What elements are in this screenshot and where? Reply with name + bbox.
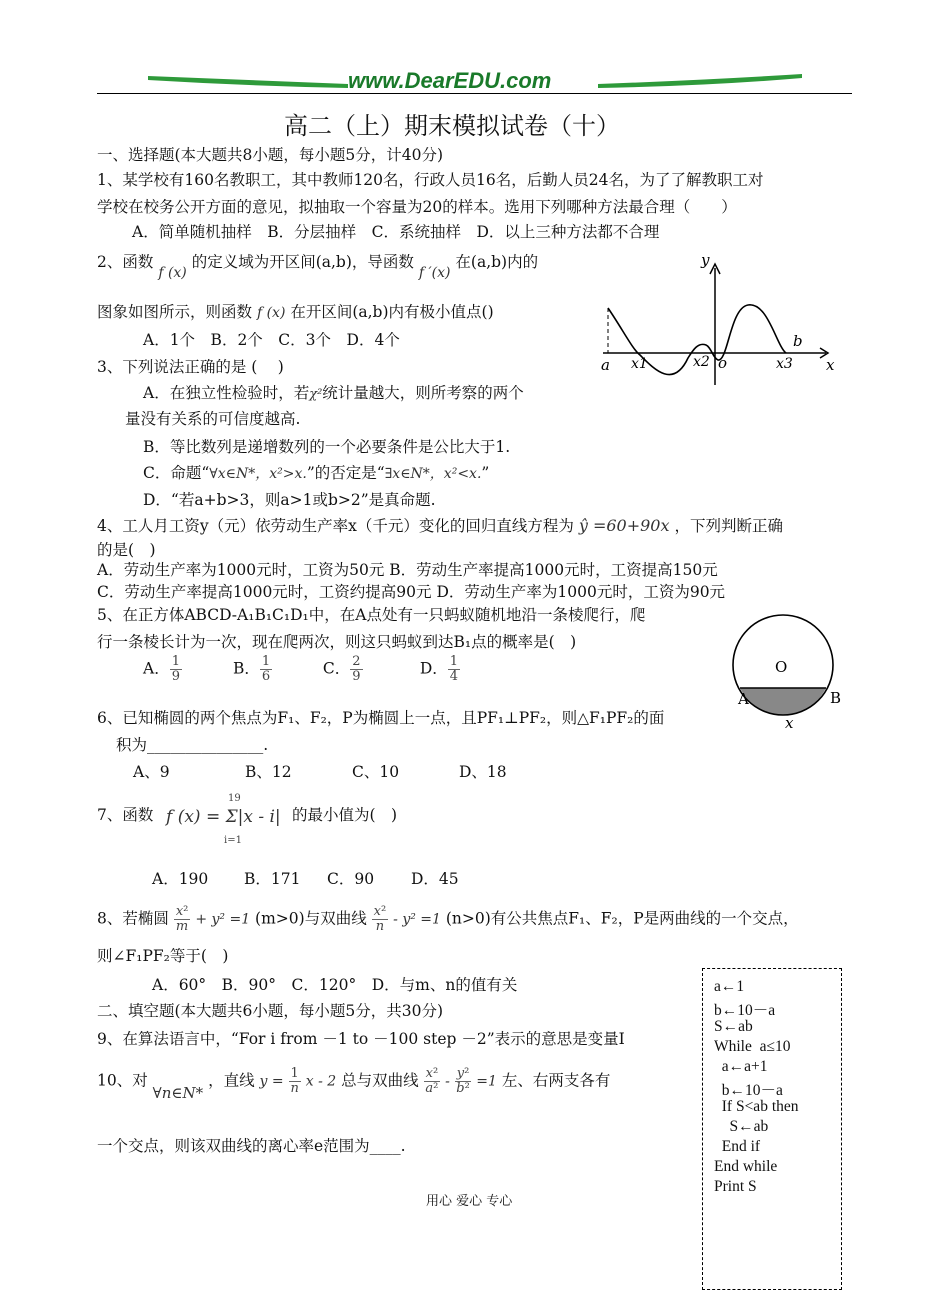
q8-options: A．60° B．90° C．120° D．与m、n的值有关 — [152, 976, 518, 994]
q4-text-b: ，下列判断正确 — [674, 517, 783, 535]
q6-opt-c: C、10 — [352, 763, 400, 781]
q10-forall: ∀n∈N* — [152, 1083, 204, 1102]
q2-text-c: 在(a,b)内的 — [455, 253, 539, 271]
q1-line2: 学校在校务公开方面的意见，拟抽取一个容量为20的样本。选用下列哪种方法最合理（ ） — [97, 198, 737, 216]
q3-chi: χ² — [309, 387, 323, 402]
q10-text-c: 总与双曲线 — [341, 1071, 419, 1090]
q3-c-math-1: ∀x∈N*，x²>x. — [209, 466, 307, 482]
section-choice-heading: 一、选择题(本大题共8小题，每小题5分，计40分) — [97, 146, 444, 164]
q4-text-a: 4、工人月工资y（元）依劳动生产率x（千元）变化的回归直线方程为 — [97, 517, 574, 535]
q2-text-a: 2、函数 — [97, 253, 154, 271]
q7-opt-a: A．190 — [152, 870, 209, 888]
q5-line2: 行一条棱长计为一次，现在爬两次，则这只蚂蚁到达B₁点的概率是( ) — [97, 633, 577, 651]
circle-x-label: x — [785, 714, 794, 732]
q8-text-c: (n>0)有公共焦点F₁、F₂，P是两曲线的一个交点， — [445, 909, 799, 928]
logo-text: www.DearEDU.com — [348, 68, 552, 93]
q4-line3: A．劳动生产率为1000元时，工资为50元 B．劳动生产率提高1000元时，工资提高150元 — [97, 561, 718, 579]
q10-hyp-frac-x: $\frac{\text{x²}}{\text{a²}}$ — [425, 1066, 439, 1096]
circle-figure — [732, 608, 847, 733]
q1-options: A．简单随机抽样 B．分层抽样 C．系统抽样 D．以上三种方法都不合理 — [132, 223, 660, 241]
q10-text-b: ，直线 — [208, 1071, 255, 1090]
q4-line2: 的是( ) — [97, 541, 156, 559]
q2-fx: f (x) — [158, 265, 187, 281]
q9-line: 9、在算法语言中，“For i from －1 to －100 step －2”表示的意思是变量I — [97, 1030, 625, 1048]
q6-opt-a: A、9 — [133, 763, 170, 781]
section-fill-heading: 二、填空题(本大题共6小题，每小题5分，共30分) — [97, 1002, 444, 1020]
q4-line4: C．劳动生产率提高1000元时，工资约提高90元 D．劳动生产率为1000元时，工资为90元 — [97, 583, 726, 601]
algo-line-4: While a≤10 — [714, 1038, 791, 1055]
q3-a-text: A．在独立性检验时，若 — [143, 384, 310, 402]
q2-fprime: f ′(x) — [418, 265, 451, 281]
algorithm-box — [702, 968, 842, 1290]
q6-line2: 积为_______________. — [116, 736, 269, 754]
q1-line1: 1、某学校有160名教职工，其中教师120名，行政人员16名，后勤人员24名，为了了解教职工对 — [97, 171, 764, 189]
q5-options — [143, 655, 505, 684]
q3-optC — [143, 461, 489, 483]
q10-text-d: 左、右两支各有 — [501, 1071, 611, 1090]
q3-optA-line2: 量没有关系的可信度越高. — [125, 410, 301, 428]
q3-c-text-1: C．命题“ — [143, 464, 210, 482]
q10-hyp-frac-y: $\frac{\text{y²}}{\text{b²}}$ — [456, 1066, 470, 1096]
q8-line2: 则∠F₁PF₂等于( ) — [97, 947, 229, 965]
algo-line-2: b←10－a — [714, 1002, 776, 1019]
algo-line-9: End if — [714, 1138, 761, 1155]
q7-text-a: 7、函数 — [97, 806, 154, 824]
q6-opt-b: B、12 — [245, 763, 292, 781]
q7-line — [97, 803, 153, 825]
q7-text-b: 的最小值为( ) — [292, 806, 398, 824]
q3-a-text-2: 统计量越大，则所考察的两个 — [322, 384, 524, 402]
q7-options — [152, 867, 459, 889]
circle-b-label: B — [830, 689, 842, 707]
algo-line-5: a←a+1 — [714, 1058, 768, 1075]
algo-line-3: S←ab — [714, 1018, 753, 1035]
q3-c-math-2: ∃x∈N*，x²<x. — [384, 466, 482, 482]
graph-a-label: a — [601, 356, 610, 374]
q5-opt-b: B． $\frac{1}{6}$ — [232, 654, 271, 684]
algo-line-8: S←ab — [714, 1118, 769, 1135]
q8-text-b: (m>0)与双曲线 — [255, 909, 367, 928]
q7-opt-d: D．45 — [411, 870, 459, 888]
algo-line-11: Print S — [714, 1178, 757, 1195]
page-title: 高二（上）期末模拟试卷（十） — [284, 112, 620, 140]
algo-line-6: b←10－a — [714, 1082, 783, 1099]
algo-line-1: a←1 — [714, 978, 745, 995]
graph-b-label: b — [793, 332, 803, 350]
header-logo — [148, 66, 802, 96]
graph-x3-label: x3 — [776, 356, 793, 372]
q3-c-text-3: ” — [481, 464, 490, 482]
q10-line2: 一个交点，则该双曲线的离心率e范围为____. — [97, 1137, 406, 1155]
q8-line1: 8、若椭圆 $\frac{\text{x²}}{m}$ + y² =1 (m>0)与双曲线 $\frac{\text{x²}}{n}$ - y² =1 (n>0)有公共焦点F₁、F₂，P是两曲线的一个交点， — [97, 904, 799, 934]
q6-options — [133, 760, 507, 782]
derivative-graph — [598, 250, 838, 390]
header-rule — [97, 93, 852, 94]
q3-optB: B．等比数列是递增数列的一个必要条件是公比大于1. — [143, 438, 511, 456]
q7-sum-upper: 19 — [228, 793, 241, 804]
q3-c-text-2: ”的否定是“ — [306, 464, 385, 482]
q5-opt-a: A． $\frac{1}{9}$ — [143, 654, 180, 684]
q7-opt-c: C．90 — [327, 870, 375, 888]
q3-optD: D．“若a+b>3，则a>1或b>2”是真命题. — [143, 491, 436, 509]
q5-opt-c: C． $\frac{2}{9}$ — [322, 654, 361, 684]
q10-text-a: 10、对 — [97, 1071, 148, 1090]
graph-x2-label: x2 — [693, 354, 710, 370]
q3-optA-line1 — [143, 381, 524, 403]
q2-line2 — [97, 300, 494, 322]
q2-text-d: 图象如图所示，则函数 — [97, 303, 253, 321]
graph-y-label: y — [701, 251, 710, 269]
graph-x-label: x — [826, 356, 835, 374]
algo-line-7: If S<ab then — [714, 1098, 799, 1115]
circle-o-label: O — [775, 658, 788, 676]
page-footer: 用心 爱心 专心 — [426, 1194, 513, 1209]
q7-equation: f (x) = Σ|x - i| — [166, 807, 281, 827]
q2-line1 — [97, 250, 539, 281]
q3-stem: 3、下列说法正确的是 ( ) — [97, 358, 284, 376]
q7-sum-lower: i=1 — [224, 835, 242, 846]
q2-text-e: 在开区间(a,b)内有极小值点() — [290, 303, 494, 321]
algo-line-10: End while — [714, 1158, 778, 1175]
q2-fx-2: f (x) — [256, 305, 286, 321]
q4-equation: ŷ =60+90x — [578, 516, 670, 535]
q10-line1: 10、对 ∀n∈N* ，直线 y = $\frac{1}{n}$ x - 2 总与双曲线 $\frac{\text{x²}}{\text{a²}}$ - $\frac{\text{y²}}{\text{b²}}$ =1 左、右两支各有 — [97, 1066, 611, 1102]
q2-options: A．1个 B．2个 C．3个 D．4个 — [143, 331, 400, 349]
q5-line1: 5、在正方体ABCD-A₁B₁C₁D₁中，在A点处有一只蚂蚁随机地沿一条棱爬行，爬 — [97, 606, 646, 624]
q8-ellipse-frac: $\frac{\text{x²}}{m}$ — [175, 904, 189, 934]
graph-x1-label: x1 — [631, 356, 648, 372]
q6-opt-d: D、18 — [459, 763, 507, 781]
graph-o-label: o — [718, 354, 728, 372]
q8-hyperbola-frac: $\frac{\text{x²}}{n}$ — [373, 904, 387, 934]
q7-opt-b: B．171 — [244, 870, 301, 888]
q8-text-a: 8、若椭圆 — [97, 909, 169, 928]
q4-line1 — [97, 514, 783, 536]
q2-text-b: 的定义域为开区间(a,b)，导函数 — [191, 253, 414, 271]
q6-line1: 6、已知椭圆的两个焦点为F₁、F₂，P为椭圆上一点，且PF₁⊥PF₂，则△F₁PF₂的面 — [97, 709, 665, 727]
q5-opt-d: D． $\frac{1}{4}$ — [419, 654, 459, 684]
q10-line-frac: $\frac{1}{n}$ — [290, 1066, 299, 1096]
circle-a-label: A — [738, 690, 749, 708]
